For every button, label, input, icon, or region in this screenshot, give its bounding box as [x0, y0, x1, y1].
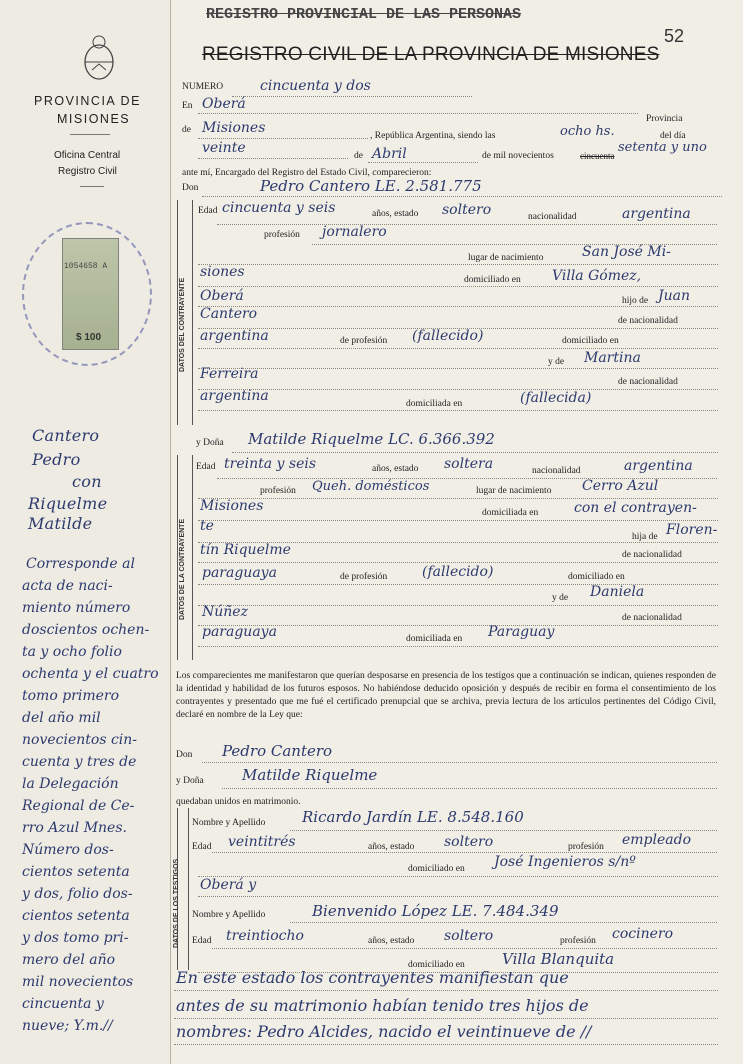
note-line: y dos tomo pri- [22, 930, 129, 946]
c1-padre-value2: Cantero [200, 306, 258, 322]
decl-unidos: quedaban unidos en matrimonio. [176, 797, 301, 807]
c2-domda-value2: te [200, 518, 214, 534]
c2-ydona-label: y Doña [196, 438, 224, 448]
t2-dom: Villa Blanquita [502, 950, 615, 968]
c2-madre-nac: paraguaya [202, 624, 277, 640]
note-line: miento número [22, 600, 131, 616]
c2-nac-value: argentina [624, 458, 693, 474]
mil-label: de mil novecientos [482, 151, 554, 161]
note-line: Corresponde al [26, 556, 135, 572]
don-label: Don [182, 183, 199, 193]
t2-edad: treintiocho [226, 928, 304, 944]
c2-deprof-label: de profesión [340, 572, 388, 582]
decl-don-value: Pedro Cantero [222, 742, 333, 760]
t1-label: Nombre y Apellido [192, 818, 266, 828]
registry-label: Registro Civil [58, 166, 117, 177]
c2-denac-label: de nacionalidad [622, 550, 682, 560]
t2-prof: cocinero [612, 926, 674, 942]
crossed-header: REGISTRO PROVINCIAL DE LAS PERSONAS [206, 6, 522, 23]
c2-prof-value: Queh. domésticos [312, 479, 430, 494]
c2-edad-value: treinta y seis [224, 456, 317, 472]
province-crest-icon [80, 34, 118, 84]
note-line: novecientos cin- [22, 732, 138, 748]
c1-nac-value: argentina [622, 206, 691, 222]
c2-dom-label: domiciliado en [568, 572, 625, 582]
c1-lugar-label: lugar de nacimiento [468, 253, 544, 263]
c1-madre-value: Martina [584, 350, 641, 366]
province-label: PROVINCIA DE [34, 94, 141, 108]
c2-estado-value: soltera [444, 456, 494, 472]
c1-yde-label: y de [548, 357, 565, 367]
t1-edad: veintitrés [228, 834, 296, 850]
c2-lugar-value2: Misiones [200, 498, 264, 514]
c1-padre-prof: (fallecido) [412, 328, 484, 344]
c2-hija-label: hija de [632, 532, 658, 542]
note-line: mero del año [22, 952, 116, 968]
c2-denac2-label: de nacionalidad [622, 613, 682, 623]
c1-dom-label: domiciliado en [464, 275, 521, 285]
form-body [172, 0, 743, 1064]
t1-dom2: Oberá y [200, 877, 257, 893]
t1-edad-label: Edad [192, 842, 212, 852]
t1-prof-label: profesión [568, 842, 604, 852]
c1-lugar-value: San José Mi- [582, 244, 671, 260]
c1-hijo-label: hijo de [622, 296, 649, 306]
c1-madre-value2: Ferreira [200, 366, 259, 382]
note-line: ta y ocho folio [22, 644, 122, 660]
c1-nac-label: nacionalidad [528, 212, 577, 222]
c2-domda-label: domiciliada en [482, 508, 539, 518]
c2-nac-label: nacionalidad [532, 466, 581, 476]
decl-dona-value: Matilde Riquelme [242, 766, 378, 784]
t1-prof: empleado [622, 832, 692, 848]
c1-edad-value: cincuenta y seis [222, 200, 336, 216]
final-note-line-2: antes de su matrimonio habían tenido tres hijos de [176, 996, 589, 1015]
t1-value: Ricardo Jardín LE. 8.548.160 [302, 808, 524, 826]
c1-dom-value: Villa Gómez, [552, 268, 642, 284]
c1-denac2-label: de nacionalidad [618, 377, 678, 387]
numero-value: cincuenta y dos [260, 78, 371, 94]
c2-madre-dom-label: domiciliada en [406, 634, 463, 644]
c2-padre-nac: paraguaya [202, 565, 277, 581]
decl-dona-label: y Doña [176, 776, 204, 786]
t1-anios: años, estado [368, 842, 415, 852]
c1-madre-dom: (fallecida) [520, 390, 592, 406]
c1-prof-value: jornalero [322, 224, 387, 240]
t1-dom-label: domiciliado en [408, 864, 465, 874]
contrayente2-side-label: DATOS DE LA CONTRAYENTE [179, 518, 186, 620]
final-note-line-3: nombres: Pedro Alcides, nacido el veintinueve de // [176, 1022, 592, 1041]
c1-deprof-label: de profesión [340, 336, 388, 346]
c2-anios-label: años, estado [372, 464, 419, 474]
contrayente-side-label: DATOS DEL CONTRAYENTE [179, 277, 186, 372]
t1-dom: José Ingenieros s/nº [494, 854, 636, 870]
margin-name-4: Riquelme [28, 494, 108, 513]
anio-crossed: cincuenta [580, 151, 615, 161]
del-dia-label: del día [660, 131, 686, 141]
c2-padre-value: Floren- [666, 522, 718, 538]
c1-padre-value: Juan [658, 288, 690, 304]
note-line: rro Azul Mnes. [22, 820, 127, 836]
t2-anios: años, estado [368, 936, 415, 946]
t2-prof-label: profesión [560, 936, 596, 946]
c2-edad-label: Edad [196, 462, 216, 472]
mes-value: Abril [372, 146, 407, 162]
note-line: del año mil [22, 710, 101, 726]
don-value: Pedro Cantero LE. 2.581.775 [260, 177, 482, 195]
c2-lugar-value: Cerro Azul [582, 478, 659, 494]
anio-value: setenta y uno [618, 140, 707, 155]
c2-padre-value2: tín Riquelme [200, 542, 291, 558]
ante-label: ante mí, Encargado del Registro del Estado Civil, comparecieron: [182, 168, 432, 178]
note-line: doscientos ochen- [22, 622, 150, 638]
office-label: Oficina Central [54, 150, 121, 161]
stamp-value: $ 100 [76, 332, 102, 343]
c1-anios-label: años, estado [372, 209, 419, 219]
note-line: y dos, folio dos- [22, 886, 133, 902]
t2-edad-label: Edad [192, 936, 212, 946]
note-line: cientos setenta [22, 908, 130, 924]
hora-value: ocho hs. [560, 124, 615, 139]
note-line: tomo primero [22, 688, 120, 704]
republica-label: , República Argentina, siendo las [370, 131, 496, 141]
provincia-label: Provincia [646, 114, 683, 124]
page-title: REGISTRO CIVIL DE LA PROVINCIA DE MISIONES [202, 44, 660, 65]
t2-value: Bienvenido López LE. 7.484.349 [312, 902, 559, 920]
t2-label: Nombre y Apellido [192, 910, 266, 920]
province-name: MISIONES [57, 112, 131, 126]
c2-madre-value2: Núñez [202, 604, 248, 620]
en-label: En [182, 101, 193, 111]
note-line: nueve; Y.m.// [22, 1018, 113, 1034]
final-note-line-1: En este estado los contrayentes manifiestan que [176, 968, 569, 987]
c1-denac-label: de nacionalidad [618, 316, 678, 326]
note-line: cuenta y tres de [22, 754, 137, 770]
declaration-text: Los comparecientes me manifestaron que querían desposarse en presencia de los testigos que a continuación se indican, quienes responden de la identidad y habilidad de los futuros esposos. No habiéndose deducido oposición y después de recibir en forma el consentimiento de los contrayentes y presentado que me fué el certificado prenupcial que se archiva, previa lectura de los artículos pertinentes del Código Civil, declaré en nombre de la Ley que: [176, 671, 716, 720]
margin-name-1: Cantero [32, 426, 100, 445]
c1-edad-label: Edad [198, 206, 218, 216]
c2-yde-label: y de [552, 593, 569, 603]
c1-prof-label: profesión [264, 230, 300, 240]
c1-estado-value: soltero [442, 202, 492, 218]
t2-estado: soltero [444, 928, 494, 944]
margin-name-2: Pedro [32, 450, 81, 469]
note-line: cincuenta y [22, 996, 104, 1012]
de2-label: de [354, 151, 363, 161]
c1-ciudad-value: Oberá [200, 288, 244, 304]
note-line: Número dos- [22, 842, 114, 858]
note-line: ochenta y el cuatro [22, 666, 159, 682]
margin-name-3: con [72, 472, 102, 491]
c1-lugar-value2: siones [200, 264, 245, 280]
dia-value: veinte [202, 140, 246, 156]
t2-dom-label: domiciliado en [408, 960, 465, 970]
t1-estado: soltero [444, 834, 494, 850]
de-value: Misiones [202, 120, 266, 136]
c1-dom2-label: domiciliado en [562, 336, 619, 346]
c2-prof-label: profesión [260, 486, 296, 496]
note-line: Regional de Ce- [22, 798, 135, 814]
c2-domda-value: con el contrayen- [574, 500, 697, 516]
margin-name-5: Matilde [28, 514, 93, 533]
note-line: cientos setenta [22, 864, 130, 880]
decl-don-label: Don [176, 750, 193, 760]
c1-domda-label: domiciliada en [406, 399, 463, 409]
c2-madre-value: Daniela [590, 584, 645, 600]
testigos-side-label: DATOS DE LOS TESTIGOS [173, 858, 180, 948]
c2-lugar-label: lugar de nacimiento [476, 486, 552, 496]
stamp-number: 1054658 A [64, 262, 108, 271]
fiscal-stamp [22, 222, 152, 366]
c2-padre-prof: (fallecido) [422, 564, 494, 580]
c1-madre-nac: argentina [200, 388, 269, 404]
en-value: Oberá [202, 96, 246, 112]
page-number: 52 [664, 26, 685, 46]
note-line: mil novecientos [22, 974, 134, 990]
c2-madre-dom: Paraguay [488, 624, 555, 640]
numero-label: NUMERO [182, 82, 224, 92]
note-line: acta de naci- [22, 578, 113, 594]
de-label: de [182, 125, 191, 135]
left-margin-column [0, 0, 171, 1064]
c2-dona-value: Matilde Riquelme LC. 6.366.392 [248, 430, 495, 448]
c1-padre-nac: argentina [200, 328, 269, 344]
note-line: la Delegación [22, 776, 119, 792]
